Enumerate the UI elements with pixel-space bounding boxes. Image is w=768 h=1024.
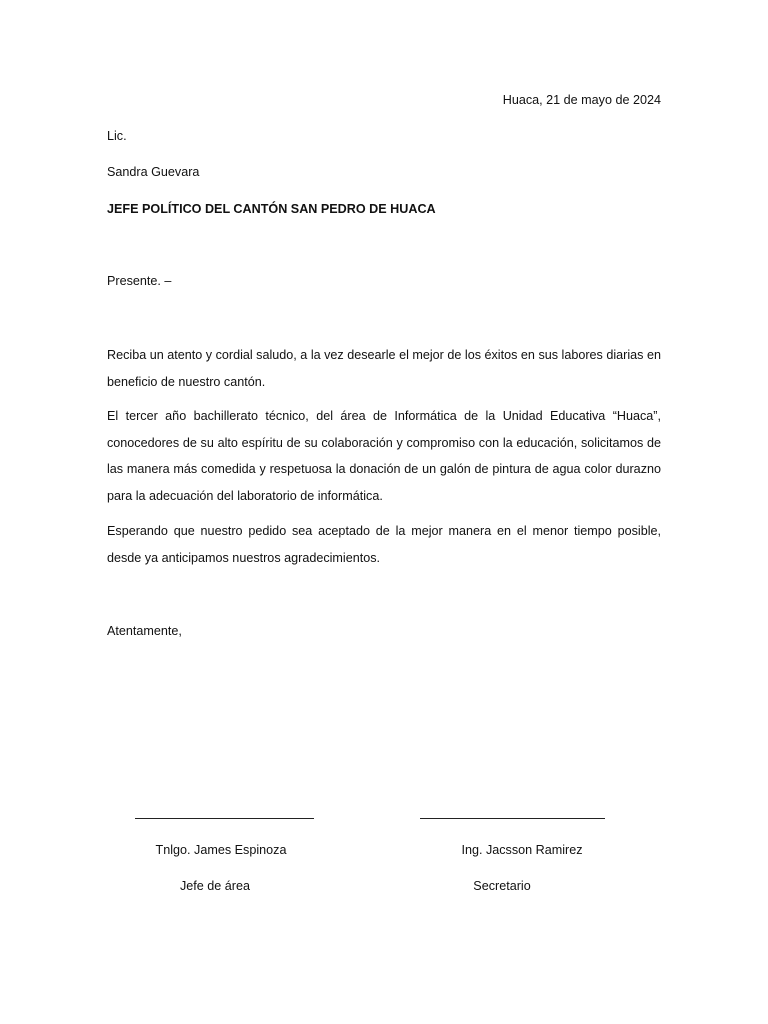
signature-line-right xyxy=(420,818,605,819)
signature-role-right: Secretario xyxy=(473,879,531,893)
closing: Atentamente, xyxy=(107,624,182,638)
letter-date: Huaca, 21 de mayo de 2024 xyxy=(502,93,661,107)
recipient-name: Sandra Guevara xyxy=(107,165,200,179)
recipient-position: JEFE POLÍTICO DEL CANTÓN SAN PEDRO DE HUACA xyxy=(107,202,436,216)
signature-name-left: Tnlgo. James Espinoza xyxy=(155,843,287,857)
recipient-title: Lic. xyxy=(107,129,127,143)
body-paragraph-request: El tercer año bachillerato técnico, del área de Informática de la Unidad Educativa “Huaca”, conocedores de su alto espíritu de su colaboración y compromiso con la educación, solicitamos de las manera más comedida y respetuosa la donación de un galón de pintura de agua color durazno para la adecuación del laboratorio de informática. xyxy=(107,409,661,503)
signature-role-left: Jefe de área xyxy=(179,879,251,893)
signature-name-right: Ing. Jacsson Ramirez xyxy=(461,843,583,857)
signature-line-left xyxy=(135,818,314,819)
body-paragraph-greeting: Reciba un atento y cordial saludo, a la vez desearle el mejor de los éxitos en sus labores diarias en beneficio de nuestro cantón. xyxy=(107,348,661,389)
salutation: Presente. – xyxy=(107,274,172,288)
body-paragraph-thanks: Esperando que nuestro pedido sea aceptado de la mejor manera en el menor tiempo posible, desde ya anticipamos nuestros agradecimientos. xyxy=(107,524,661,565)
